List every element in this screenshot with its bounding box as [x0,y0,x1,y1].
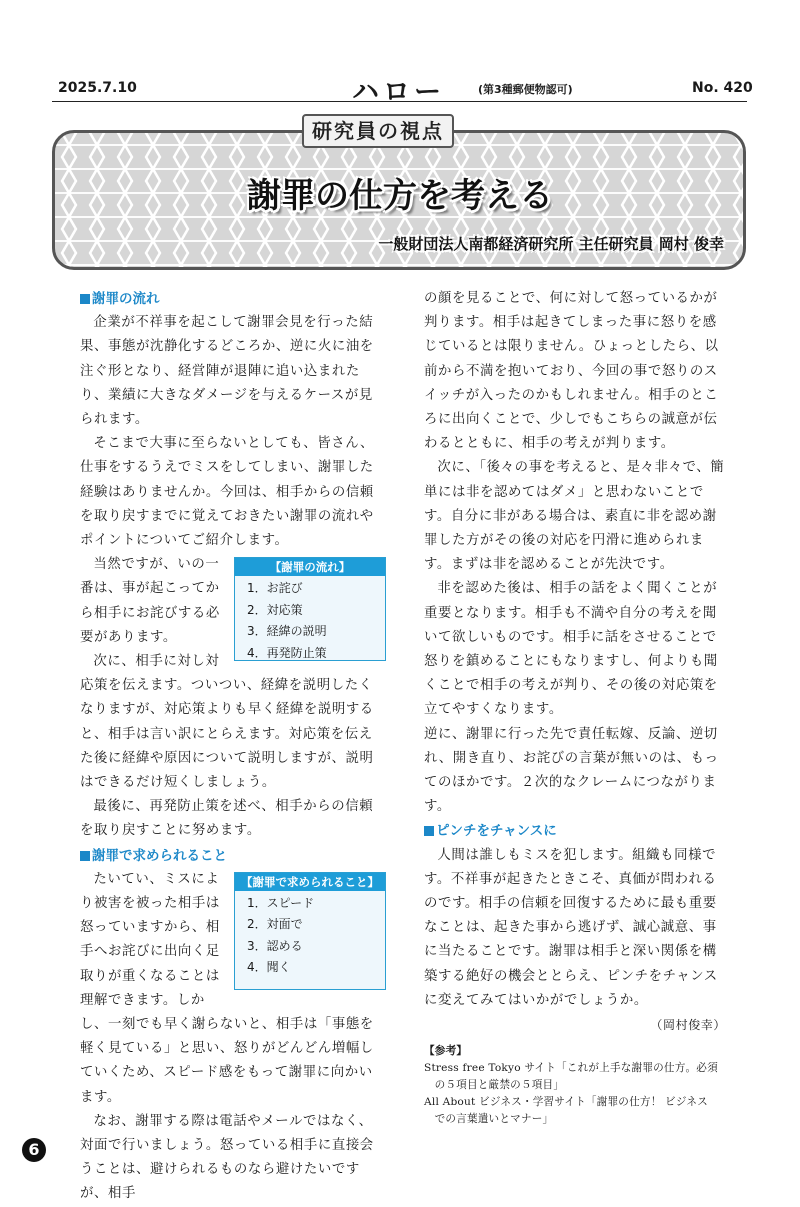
references-heading: 【参考】 [424,1045,468,1058]
reference-item: Stress free Tokyo サイト「これが上手な謝罪の仕方。必須 の５項目と厳禁の５項目」 [424,1062,718,1092]
section-heading: 謝罪の流れ [80,287,386,311]
signature: （岡村俊幸） [650,1018,726,1033]
paragraph: 次に、「後々の事を考えると、是々非々で、簡単には非を認めてはダメ」と思わないことです。自分に非がある場合は、素直に非を認め謝罪した方がその後の対応を円滑に進められます。まずは非を認めることが先決です。 [424,460,725,573]
list-item: 3．経緯の説明 [247,624,327,639]
apology-flow-box [234,557,386,661]
paragraph: 企業が不祥事を起こして謝罪会見を行った結果、事態が沈静化するどころか、逆に火に油を注ぐ形となり、経営陣が退陣に追い込まれたり、業績に大きなダメージを与えるケースが見られます。 [80,315,374,427]
list-item: 2．対応策 [247,602,303,617]
paragraph: の顔を見ることで、何に対して怒っているかが判ります。相手は起きてしまった事に怒りを感じているとは限りません。ひょっとしたら、以前から不満を抱いており、今回の事で怒りのスイッチが入ったのかもしれません。相手のところに出向くことで、少しでもこちらの誠意が伝わるとともに、相手の考えが判ります。 [424,291,719,452]
left-column [80,287,386,1207]
section-heading: 謝罪で求められること [80,844,386,868]
reference-item: All About ビジネス・学習サイト「謝罪の仕方！ ビジネス での言葉遣いとマナー」 [424,1096,708,1126]
list-item: 1．お詫び [247,581,303,596]
square-bullet-icon [80,294,90,304]
issue-date: 2025.7.10 [58,80,137,96]
column-label: 研究員の視点 [302,114,454,148]
page-header [0,77,800,108]
references [424,1043,730,1128]
requirements-box [234,872,386,990]
paragraph: 逆に、謝罪に行った先で責任転嫁、反論、逆切れ、開き直り、お詫びの言葉が無いのは、もってのほかです。２次的なクレームにつながります。 [424,726,719,815]
square-bullet-icon [80,851,90,861]
article-author: 一般財団法人南都経済研究所 主任研究員 岡村 俊幸 [378,235,724,253]
paragraph: 最後に、再発防止策を述べ、相手からの信頼を取り戻すことに努めます。 [80,799,374,839]
list-item: 4．聞く [247,960,291,975]
list-item: 2．対面で [247,917,303,932]
paragraph: そこまで大事に至らないとしても、皆さん、仕事をするうえでミスをしてしまい、謝罪した経験はありませんか。今回は、相手からの信頼を取り戻すまでに覚えておきたい謝罪の流れやポイントについてご紹介します。 [80,436,375,549]
issue-number: No. 420 [692,80,753,96]
box-list [235,576,385,664]
paragraph: 次に、相手に対し対応策を伝えます。ついつい、経緯を説明したくなりますが、対応策よりも早く経緯を説明すると、相手は言い訳にとらえます。対応策を伝えた後に経緯や原因について説明しますが、説明はできるだけ短くしましょう。 [80,654,374,791]
publication-title: ハロー [352,77,445,108]
right-column [424,287,730,1128]
box-list [235,891,385,979]
paragraph: 当然ですが、いの一番は、事が起こってから相手にお詫びする必要があります。 [80,557,220,645]
page-number: 6 [22,1138,46,1162]
paragraph: なお、謝罪する際は電話やメールではなく、対面で行いましょう。怒っている相手に直接会うことは、避けられるものなら避けたいですが、相手 [80,1113,374,1202]
list-item: 3．認める [247,938,303,953]
list-item: 1．スピード [247,895,315,910]
postal-permit: (第3種郵便物認可) [478,83,573,96]
square-bullet-icon [424,826,434,836]
article-title: 謝罪の仕方を考える [247,176,553,216]
section-heading: ピンチをチャンスに [424,819,730,843]
paragraph: たいてい、ミスにより被害を被った相手は怒っていますから、相手へお詫びに出向く足取りが重くなることは理解できます。しかし、一刻でも早く謝らないと、相手は「事態を軽く見ている」と思い、怒りがどんどん増幅していくため、スピード感をもって謝罪に向かいます。 [80,871,374,1105]
paragraph: 非を認めた後は、相手の話をよく聞くことが重要となります。相手も不満や自分の考えを聞いて欲しいものです。相手に話をさせることで怒りを鎮めることにもなりますし、何よりも聞くことで相手の考えが判り、その後の対応策を立てやすくなります。 [424,581,718,718]
list-item: 4．再発防止策 [247,645,327,660]
paragraph: 人間は誰しもミスを犯します。組織も同様です。不祥事が起きたときこそ、真価が問われるのです。相手の信頼を回復するために最も重要なことは、起きた事から逃げず、誠心誠意、事に当たることです。謝罪は相手と深い関係を構築する絶好の機会ととらえ、ピンチをチャンスに変えてみてはいかがでしょうか。 [424,847,718,1008]
box-title: 【謝罪で求められること】 [235,873,385,891]
box-title: 【謝罪の流れ】 [235,558,385,576]
header-rule [52,101,747,102]
